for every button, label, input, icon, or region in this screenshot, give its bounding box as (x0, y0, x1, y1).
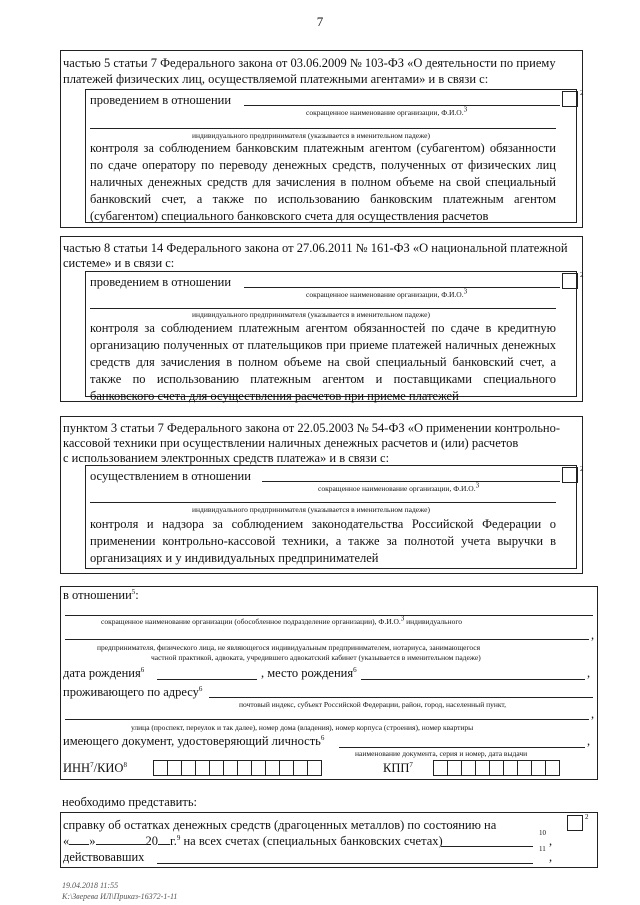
field-caption: сокращенное наименование организации (обособленное подразделение организации), Ф.И.О.3 индивидуального (101, 614, 462, 626)
address-field[interactable] (209, 697, 593, 698)
organization-name-field-2[interactable] (90, 502, 556, 503)
footnote-mark: 3 (463, 287, 468, 296)
section-body: контроля и надзора за соблюдением законодательства Российской Федерации о применении контрольно-кассовой техники, а также за полнотой учета выручки в организациях и у индивидуальных предпринимателей (90, 517, 556, 565)
section-header-line: платежей физических лиц, осуществляемой платежными агентами» и в связи с: (63, 72, 489, 86)
inn-kio-cells[interactable] (153, 760, 321, 776)
field-caption: улица (проспект, переулок и так далее), номер дома (владения), номер корпуса (строения), номер квартиры (131, 723, 474, 732)
section-header-line: кассовой техники при осуществлении наличных денежных расчетов и (или) расчетов (63, 436, 519, 450)
action-label: осуществлением в отношении (90, 469, 251, 483)
footnote-mark: 5 (131, 587, 136, 596)
id-document-label: имеющего документ, удостоверяющий личность$^6$ (63, 733, 325, 748)
section-54fz (60, 416, 583, 574)
birth-date-field[interactable] (157, 679, 257, 680)
kpp-cells[interactable] (433, 760, 559, 776)
field-caption: сокращенное наименование организации, Ф.И.О.3 (306, 287, 468, 299)
required-heading: необходимо представить: (62, 795, 197, 809)
comma: , (591, 628, 595, 642)
section-body: контроля за соблюдением платежным агентом обязанностей по сдаче в кредитную организацию полученных от плательщиков при приеме платежей наличных денежных средств для зачисления в полном объеме на свой специальный банковский счет, а также по использованию платежным агентом и поставщиками специального банковского счета для осуществления расчетов при приеме платежей (90, 321, 556, 403)
address-label: проживающего по адресу$^6$ (63, 684, 203, 699)
field-caption: предпринимателя, физического лица, не являющегося индивидуальным предпринимателем, нотариуса, занимающегося (97, 643, 481, 652)
footnote-mark: 2 (580, 271, 584, 279)
footer-timestamp: 19.04.2018 11:55 (62, 881, 119, 890)
footnote-mark: 3 (400, 614, 405, 623)
footnote-mark: 2 (580, 89, 584, 97)
footnote-mark: 9 (176, 833, 181, 842)
footnote-mark: 6 (140, 665, 145, 674)
comma: , (549, 834, 553, 848)
organization-name-field-2[interactable] (90, 308, 556, 309)
accounts-field[interactable] (441, 846, 533, 847)
date-label: « » 20 г.$^9$ на всех счетах (специальных банковских счетах) (63, 833, 443, 848)
section-header-line: системе» и в связи с: (63, 256, 175, 270)
action-label: проведением в отношении (90, 93, 232, 107)
subsection-box (85, 89, 584, 223)
birth-date-label: дата рождения$^6$ (63, 665, 145, 680)
footnote-mark: 7 (409, 760, 413, 769)
subsection-box (85, 271, 584, 403)
footnote-mark: 6 (353, 665, 357, 674)
section-header-line: с использованием электронных средств платежа» и в связи с: (63, 451, 390, 465)
footnote-mark: 2 (580, 465, 584, 473)
checkbox[interactable] (562, 273, 578, 289)
footnote-mark: 7 (90, 760, 94, 769)
comma: , (549, 850, 553, 864)
field-caption: сокращенное наименование организации, Ф.И.О.3 (306, 105, 468, 117)
field-caption: наименование документа, серия и номер, дата выдачи (355, 749, 528, 758)
id-document-field[interactable] (339, 747, 585, 748)
field-caption: индивидуального предпринимателя (указывается в именительном падеже) (192, 310, 431, 319)
checkbox[interactable] (562, 91, 578, 107)
organization-name-field-2[interactable] (90, 128, 556, 129)
birth-place-label: , место рождения$^6$ (261, 665, 357, 680)
footnote-mark: 11 (539, 845, 546, 853)
organization-name-field[interactable] (244, 287, 560, 288)
subsection-box (85, 465, 584, 569)
field-caption: индивидуального предпринимателя (указывается в именительном падеже) (192, 131, 431, 140)
field-caption: частной практикой, адвоката, учредившего адвокатский кабинет (указывается в именительном падеже) (151, 653, 481, 662)
section-body: контроля за соблюдением банковским платежным агентом (субагентом) обязанности по сдаче оператору по переводу денежных средств, полученных от физических лиц наличных денежных средств для зачисления в полном объеме на свой специальный банковский счет, а также по использованию банковским платежным агентом (субагентом) специального банковского счета для осуществления расчетов (90, 141, 556, 223)
section-103fz (60, 50, 583, 228)
subject-details (60, 586, 598, 780)
organization-name-field[interactable] (244, 105, 560, 106)
field-caption: индивидуального предпринимателя (указывается в именительном падеже) (192, 505, 431, 514)
footnote-mark: 10 (539, 829, 546, 837)
section-heading: в отношении$^5$: (63, 587, 139, 602)
section-header-line: пунктом 3 статьи 7 Федерального закона от 22.05.2003 № 54-ФЗ «О применении контрольно- (63, 421, 560, 435)
footnote-mark: 3 (475, 481, 480, 490)
field-caption: сокращенное наименование организации, Ф.И.О.3 (318, 481, 480, 493)
footnote-mark: 2 (585, 813, 589, 821)
field-caption: почтовый индекс, субъект Российской Федерации, район, город, населенный пункт, (239, 700, 506, 709)
comma: , (587, 666, 591, 680)
checkbox[interactable] (562, 467, 578, 483)
balance-certificate-text: справку об остатках денежных средств (драгоценных металлов) по состоянию на (63, 818, 497, 832)
checkbox[interactable] (567, 815, 583, 831)
section-header-line: частью 5 статьи 7 Федерального закона от 03.06.2009 № 103-ФЗ «О деятельности по приему (63, 56, 556, 70)
required-documents (60, 812, 598, 868)
footnote-mark: 6 (198, 684, 203, 693)
footnote-mark: 8 (123, 760, 127, 769)
section-header-line: частью 8 статьи 14 Федерального закона от 27.06.2011 № 161-ФЗ «О национальной платежной (63, 241, 568, 255)
birth-place-field[interactable] (361, 679, 585, 680)
active-period-field[interactable] (157, 863, 533, 864)
inn-kio-label: ИНН$^7$/КИО$^8$ (63, 760, 127, 775)
kpp-label: КПП$^7$ (383, 760, 413, 775)
address-field-2[interactable] (65, 719, 589, 720)
subject-name-field[interactable] (65, 615, 593, 616)
page-number: 7 (316, 14, 324, 29)
footer-file-path: К:\Зверева ИЛ\Приказ-16372-1-11 (62, 892, 178, 901)
active-label: действовавших (63, 850, 145, 864)
footnote-mark: 3 (463, 105, 468, 114)
comma: , (587, 734, 591, 748)
subject-name-field-2[interactable] (65, 639, 589, 640)
organization-name-field[interactable] (262, 481, 560, 482)
comma: , (591, 707, 595, 721)
action-label: проведением в отношении (90, 275, 232, 289)
section-161fz (60, 236, 583, 402)
footnote-mark: 6 (320, 733, 325, 742)
